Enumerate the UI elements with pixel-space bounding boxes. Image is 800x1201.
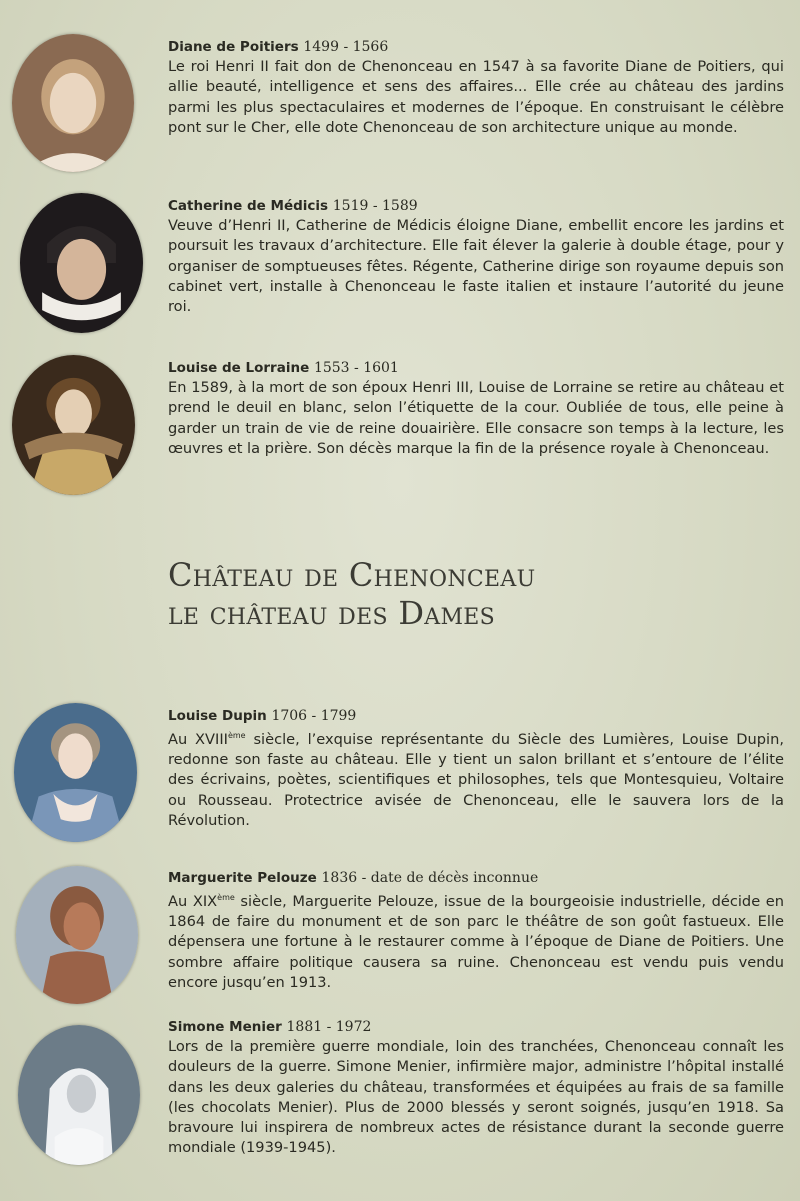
entry-dates: 1499 - 1566 xyxy=(303,39,389,55)
title-line-2: le château des Dames xyxy=(168,594,496,632)
portrait-marguerite-pelouze xyxy=(16,866,138,1004)
entry-dates: 1519 - 1589 xyxy=(332,198,418,214)
page-title xyxy=(168,556,768,632)
entry-text: Au XVIIIème siècle, l’exquise représentante du Siècle des Lumières, Louise Dupin, redonne son faste au château. Elle y tient un salon brillant et s’entoure de l’élite des écrivains, poètes, scientifiques et philosophes, tels que Montesquieu, Voltaire ou Rousseau. Protectrice avisée de Chenonceau, elle le sauvera lors de la Révolution. xyxy=(168,730,785,830)
entry-name: Diane de Poitiers xyxy=(168,39,299,55)
entry-name: Catherine de Médicis xyxy=(168,198,329,214)
title-line-1: Château de Chenonceau xyxy=(168,556,536,594)
entry-name: Marguerite Pelouze xyxy=(168,870,317,886)
entry-text: Veuve d’Henri II, Catherine de Médicis éloigne Diane, embellit encore les jardins et poursuit les travaux d’architecture. Elle fait élever la galerie à double étage, pour y organiser de somptueuses fêtes. Régente, Catherine dirige son royaume depuis son cabinet vert, installe à Chenonceau le faste italien et instaure l’autorité du jeune roi. xyxy=(168,217,784,316)
portrait-diane-de-poitiers xyxy=(12,34,134,172)
portrait-simone-menier xyxy=(18,1025,140,1165)
entry-diane-de-poitiers xyxy=(168,37,784,138)
entry-dates: 1836 - date de décès inconnue xyxy=(321,870,539,886)
entry-name: Louise Dupin xyxy=(168,708,267,724)
entry-catherine-de-medicis xyxy=(168,196,784,317)
entry-text: Lors de la première guerre mondiale, loin des tranchées, Chenonceau connaît les douleurs de la guerre. Simone Menier, infirmière major, administre l’hôpital installé dans les deux galeries du château, transformées et équipées au frais de sa famille (les chocolats Menier). Plus de 2000 blessés y seront soignés, jusqu’en 1918. Sa bravoure lui inspirera de nombreux actes de résistance durant la seconde guerre mondiale (1939-1945). xyxy=(168,1038,784,1157)
entry-marguerite-pelouze xyxy=(168,868,784,993)
portrait-catherine-de-medicis xyxy=(20,193,143,333)
entry-text: Le roi Henri II fait don de Chenonceau en 1547 à sa favorite Diane de Poitiers, qui allie beauté, intelligence et sens des affaires... Elle crée au château des jardins parmi les plus spectaculaires et modernes de l’époque. En construisant le célèbre pont sur le Cher, elle dote Chenonceau de son architecture unique au monde. xyxy=(168,58,784,136)
entry-name: Simone Menier xyxy=(168,1019,282,1035)
entry-simone-menier xyxy=(168,1017,784,1159)
entry-dates: 1881 - 1972 xyxy=(286,1019,372,1035)
entry-name: Louise de Lorraine xyxy=(168,360,310,376)
entry-louise-dupin xyxy=(168,706,784,831)
entry-text: En 1589, à la mort de son époux Henri III, Louise de Lorraine se retire au château et prend le deuil en blanc, selon l’étiquette de la cour. Oubliée de tous, elle peine à garder un train de vie de reine douairière. Elle consacre son temps à la lecture, les œuvres et la prière. Son décès marque la fin de la présence royale à Chenonceau. xyxy=(168,379,784,457)
entry-dates: 1553 - 1601 xyxy=(313,360,399,376)
entry-text: Au XIXème siècle, Marguerite Pelouze, issue de la bourgeoisie industrielle, décide en 1864 de faire du monument et de son parc le théâtre de son goût fastueux. Elle dépensera une fortune à le restaurer comme à l’époque de Diane de Poitiers. Une sombre affaire politique causera sa ruine. Chenonceau est vendu puis vendu encore jusqu’en 1913. xyxy=(168,892,785,992)
portrait-louise-de-lorraine xyxy=(12,355,135,495)
entry-dates: 1706 - 1799 xyxy=(271,708,357,724)
entry-louise-de-lorraine xyxy=(168,358,784,459)
portrait-louise-dupin xyxy=(14,703,137,842)
